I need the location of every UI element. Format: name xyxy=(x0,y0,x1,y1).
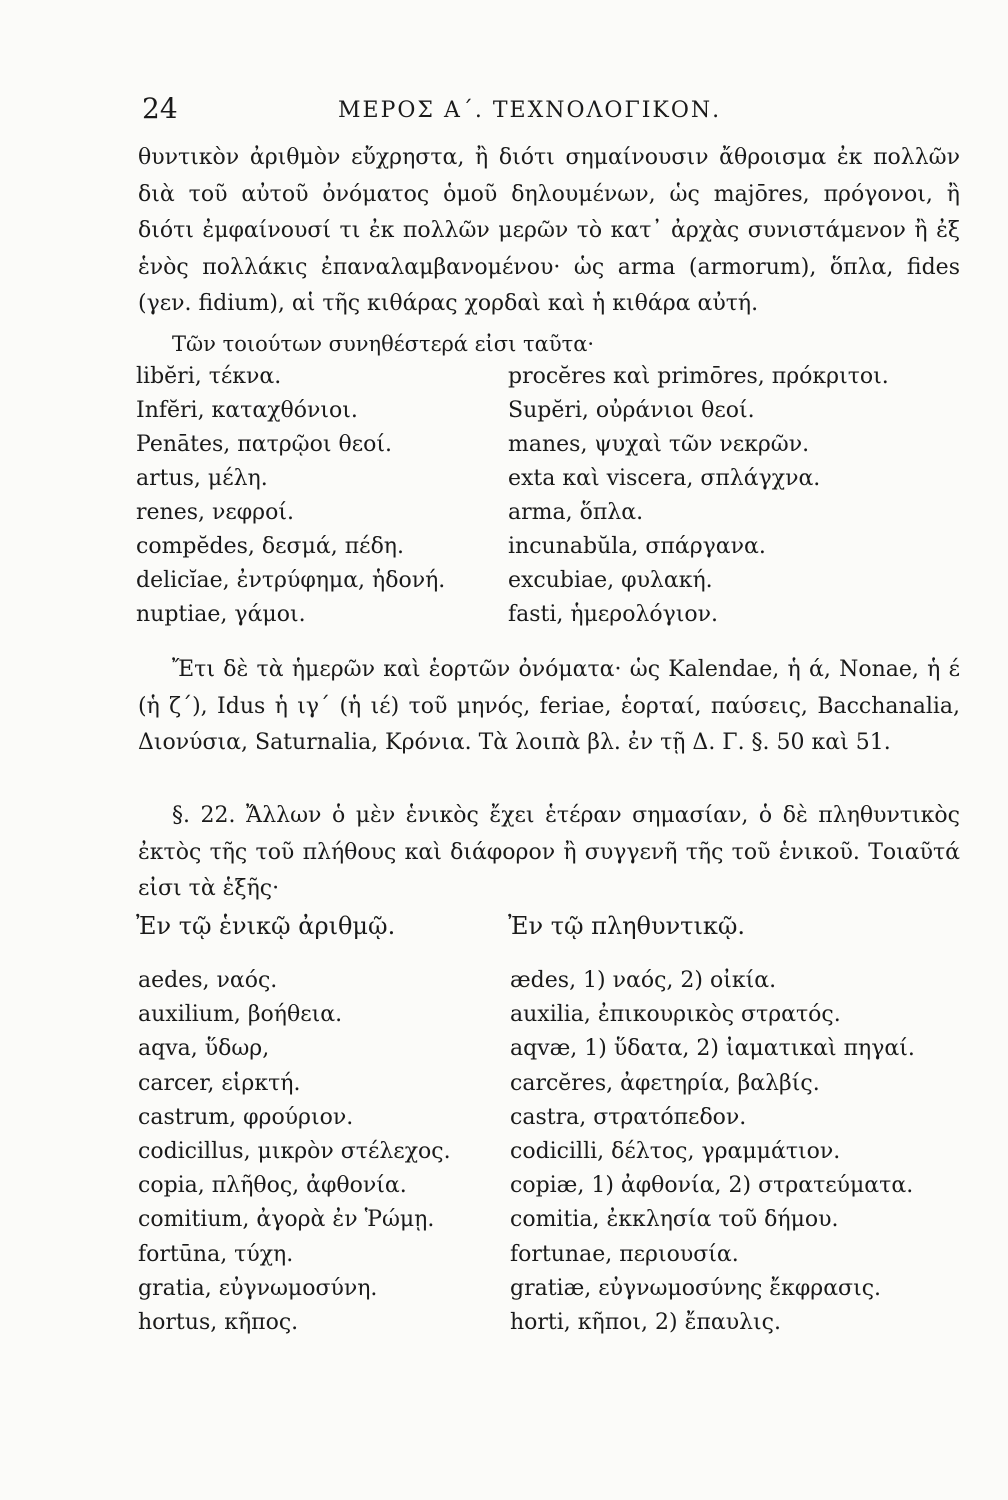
list-item xyxy=(136,602,966,636)
list-term: renes, νεφροί. xyxy=(136,500,294,525)
section-22-text: §. 22. Ἄλλων ὁ μὲν ἑνικὸς ἔχει ἑτέραν σημασίαν, ὁ δὲ πληθυντικὸς ἐκτὸς τῆς τοῦ πλήθους καὶ διάφορον ἢ συγγενῆ τῆς τοῦ ἑνικοῦ. Τοιαῦτά εἰσι τὰ ἑξῆς· xyxy=(138,803,960,901)
list-item xyxy=(136,534,966,568)
page-number: 24 xyxy=(142,92,178,125)
page-header xyxy=(142,92,902,132)
singular-cell: comitium, ἀγορὰ ἐν Ῥώμῃ. xyxy=(138,1207,435,1233)
table-row xyxy=(138,1276,968,1310)
table-row xyxy=(138,1310,968,1344)
list-term: excubiae, φυλακή. xyxy=(508,568,713,593)
table-row xyxy=(138,1139,968,1173)
list-term: compĕdes, δεσμά, πέδη. xyxy=(136,534,404,559)
plural-cell: carcĕres, ἀφετηρία, βαλβίς. xyxy=(510,1070,820,1096)
list-term: libĕri, τέκνα. xyxy=(136,364,282,389)
table-row xyxy=(138,1173,968,1207)
singular-cell: copia, πλῆθος, ἀφθονία. xyxy=(138,1173,407,1199)
list-item xyxy=(136,568,966,602)
list-term: exta καὶ viscera, σπλάγχνα. xyxy=(508,466,821,491)
plural-cell: fortunae, περιουσία. xyxy=(510,1241,739,1267)
singular-column-header: Ἐν τῷ ἑνικῷ ἀριθμῷ. xyxy=(136,912,396,940)
list-term: Supĕri, οὐράνιοι θεοί. xyxy=(508,398,755,423)
singular-cell: aqva, ὕδωρ, xyxy=(138,1036,270,1062)
list-term: procĕres καὶ primōres, πρόκριτοι. xyxy=(508,364,889,389)
list-term: incunabŭla, σπάργανα. xyxy=(508,534,766,559)
table-row xyxy=(138,1036,968,1070)
list-item xyxy=(136,466,966,500)
singular-cell: castrum, φρούριον. xyxy=(138,1104,354,1130)
plural-cell: aqvæ, 1) ὕδατα, 2) ἰαματικαὶ πηγαί. xyxy=(510,1036,915,1062)
singular-cell: codicillus, μικρὸν στέλεχος. xyxy=(138,1138,451,1164)
plural-cell: auxilia, ἐπικουρικὸς στρατός. xyxy=(510,1002,841,1028)
table-row xyxy=(138,1071,968,1105)
list-term: Infĕri, καταχθόνιοι. xyxy=(136,398,358,423)
plural-cell: ædes, 1) ναός, 2) οἰκία. xyxy=(510,968,777,993)
plural-cell: horti, κῆποι, 2) ἔπαυλις. xyxy=(510,1309,781,1335)
plural-cell: gratiæ, εὐγνωμοσύνης ἔκφρασις. xyxy=(510,1275,882,1301)
common-intro-text: Τῶν τοιούτων συνηθέστερά εἰσι ταῦτα· xyxy=(172,332,595,356)
table-row xyxy=(138,968,968,1002)
table-row xyxy=(138,1242,968,1276)
plural-cell: copiæ, 1) ἀφθονία, 2) στρατεύματα. xyxy=(510,1173,914,1199)
list-term: fasti, ἡμερολόγιον. xyxy=(508,602,719,627)
singular-cell: fortūna, τύχη. xyxy=(138,1241,294,1267)
list-term: artus, μέλη. xyxy=(136,466,268,491)
list-term: manes, ψυχαὶ τῶν νεκρῶν. xyxy=(508,432,810,457)
list-item xyxy=(136,364,966,398)
singular-cell: gratia, εὐγνωμοσύνη. xyxy=(138,1275,378,1301)
list-term: arma, ὅπλα. xyxy=(508,500,644,525)
singular-plural-table xyxy=(138,968,968,1344)
plural-cell: comitia, ἐκκλησία τοῦ δήμου. xyxy=(510,1207,839,1233)
plural-only-list xyxy=(136,364,966,636)
intro-text: θυντικὸν ἀριθμὸν εὔχρηστα, ἢ διότι σημαίνουσιν ἄθροισμα ἐκ πολλῶν διὰ τοῦ αὐτοῦ ὀνόματος ὁμοῦ δηλουμένων, ὡς majōres, πρόγονοι, ἢ διότι ἐμφαίνουσί τι ἐκ πολλῶν μερῶν τὸ κατ᾽ ἀρχὰς συνιστάμενον ἢ ἐξ ἑνὸς πολλάκις ἐπαναλαμβανομένου· ὡς arma (armorum), ὅπλα, fides (γεν. fidium), αἱ τῆς κιθάρας χορδαὶ καὶ ἡ κιθάρα αὐτή. xyxy=(138,145,960,316)
table-row xyxy=(138,1002,968,1036)
list-item xyxy=(136,500,966,534)
list-term: delicĭae, ἐντρύφημα, ἡδονή. xyxy=(136,568,446,593)
singular-cell: carcer, εἱρκτή. xyxy=(138,1070,301,1096)
singular-cell: hortus, κῆπος. xyxy=(138,1309,299,1335)
singular-cell: auxilium, βοήθεια. xyxy=(138,1002,343,1028)
table-row xyxy=(138,1207,968,1241)
days-text: Ἔτι δὲ τὰ ἡμερῶν καὶ ἑορτῶν ὀνόματα· ὡς Kalendae, ἡ ά, Nonae, ἡ έ (ἡ ζ΄), Idus ἡ ιγ΄ (ἡ ιέ) τοῦ μηνός, feriae, ἑορταί, παύσεις, Bacchanalia, Διονύσια, Saturnalia, Κρόνια. Τὰ λοιπὰ βλ. ἐν τῇ Δ. Γ. §. 50 καὶ 51. xyxy=(138,657,960,755)
common-intro xyxy=(138,326,960,363)
days-paragraph xyxy=(138,652,960,762)
list-term: nuptiae, γάμοι. xyxy=(136,602,306,627)
table-row xyxy=(138,1105,968,1139)
plural-cell: castra, στρατόπεδον. xyxy=(510,1104,747,1130)
list-term: Penātes, πατρῷοι θεοί. xyxy=(136,432,392,457)
plural-cell: codicilli, δέλτος, γραμμάτιον. xyxy=(510,1138,841,1164)
plural-column-header: Ἐν τῷ πληθυντικῷ. xyxy=(508,912,746,940)
singular-cell: aedes, ναός. xyxy=(138,968,278,993)
intro-paragraph xyxy=(138,140,960,323)
running-title: ΜΕΡΟΣ Α΄. ΤΕΧΝΟΛΟΓΙΚΟΝ. xyxy=(338,98,722,123)
section-22-paragraph xyxy=(138,798,960,908)
table-header-row xyxy=(136,912,966,940)
list-item xyxy=(136,398,966,432)
list-item xyxy=(136,432,966,466)
